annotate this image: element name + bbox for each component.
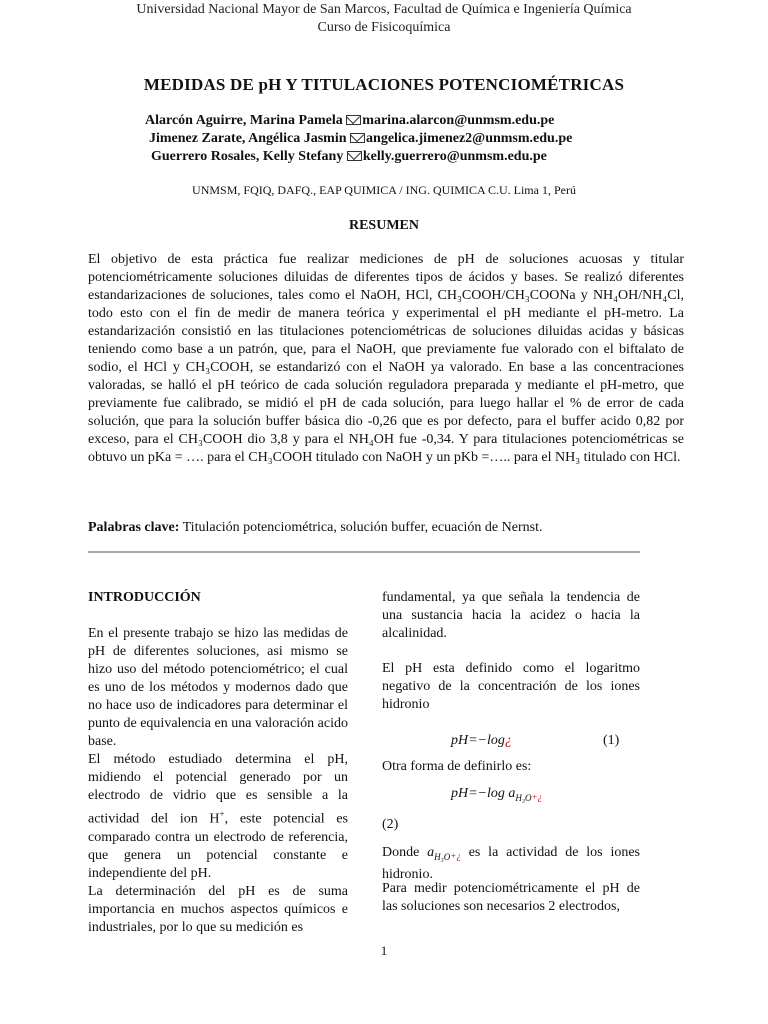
intro-paragraph-1: En el presente trabajo se hizo las medidas de pH de diferentes soluciones, asi mismo se hizo uso del método potenciométrico; el cual es uno de los métodos y modernos dado que no hace uso de indicadores para determinar el punto de equivalencia en una valoración acido base. [88,626,348,749]
equation-2-text: pH=−log a [451,786,516,801]
university-header: Universidad Nacional Mayor de San Marcos, Facultad de Química e Ingeniería Química [136,2,632,17]
section-divider [88,551,640,553]
equation-2 [451,786,542,803]
intro-p2-text: El método estudiado determina el pH, midiendo el potencial generado por un electrodo de vidrio que es sensible a la actividad del ion H [88,752,348,827]
author-name: Jimenez Zarate, Angélica Jasmin [149,131,347,146]
author-2 [149,130,572,148]
equation-1 [451,733,512,749]
p4-text-end: es la actividad de los iones hidronio. [382,845,640,882]
envelope-icon [346,115,361,125]
activity-red-symbol: +¿ [450,851,461,861]
left-column [88,625,348,937]
right-paragraph-1: fundamental, ya que señala la tendencia de una sustancia hacia la acidez o hacia la alcalinidad. [382,590,640,641]
author-name: Guerrero Rosales, Kelly Stefany [151,149,347,164]
equation-2-number: (2) [382,817,399,832]
author-1 [145,112,554,130]
superscript-plus: + [219,809,225,819]
equation-1-number: (1) [603,733,620,748]
course-header: Curso de Fisicoquímica [317,20,451,35]
paper-title: MEDIDAS DE pH Y TITULACIONES POTENCIOMÉTRICAS [143,75,625,94]
keywords [88,520,684,536]
intro-paragraph-3: La determinación del pH es de suma importancia en muchos aspectos químicos e industriales, por lo que su medición es [88,883,348,935]
author-email[interactable]: kelly.guerrero@unmsm.edu.pe [362,149,547,164]
intro-paragraph-2 [88,751,348,883]
abstract-heading: RESUMEN [348,218,419,233]
author-email[interactable]: marina.alarcon@unmsm.edu.pe [362,113,555,128]
equation-1-text: pH=−log [451,733,505,748]
activity-symbol: a [427,845,435,860]
author-name: Alarcón Aguirre, Marina Pamela [145,113,343,128]
author-email[interactable]: angelica.jimenez2@unmsm.edu.pe [366,131,573,146]
affiliation: UNMSM, FQIQ, DAFQ., EAP QUIMICA / ING. QUIMICA C.U. Lima 1, Perú [192,183,576,197]
right-paragraph-5: Para medir potenciométricamente el pH de las soluciones son necesarios 2 electrodos, [382,881,640,914]
envelope-icon [350,133,365,143]
p4-text: Donde [382,845,428,860]
introduction-heading: INTRODUCCIÓN [88,590,201,605]
keywords-label: Palabras clave: [88,520,180,535]
author-3 [151,148,547,166]
intro-p2-text-end: , este potencial es comparado contra un electrodo de referencia, que genera un potencial constante e independiente del pH. [88,811,348,881]
envelope-icon [347,151,362,161]
page-number: 1 [380,943,388,958]
right-paragraph-3: Otra forma de definirlo es: [382,759,532,774]
activity-subscript: H₃O [434,851,451,862]
equation-2-symbol: +¿ [531,792,543,802]
right-paragraph-4 [382,844,640,884]
keywords-text: Titulación potenciométrica, solución buffer, ecuación de Nernst. [179,520,543,535]
right-paragraph-2: El pH esta definido como el logaritmo negativo de la concentración de los iones hidronio [382,661,640,712]
equation-1-symbol: ¿ [504,733,512,748]
equation-2-subscript: H₃O [515,792,532,803]
abstract-text: El objetivo de esta práctica fue realizar mediciones de pH de soluciones acuosas y titular potenciométricamente soluciones diluidas de diferentes tipos de ácidos y bases. Se realizó diferentes estandarizaciones de soluciones, tales como el NaOH, HCl, CH₃COOH/CH₃COONa y NH₄OH/NH₄Cl, todo esto con el fin de medir de manera teórica y experimental el pH mediante el pH-metro. La estandarización consistió en las titulaciones potenciométricas de soluciones diluidas acidas y básicas teniendo como base a un patrón, que, para el NaOH, que previamente fue valorado con el biftalato de sodio, el HCl y CH₃COOH, se estandarizó con el NaOH ya valorado. En base a las concentraciones valoradas, se halló el pH teórico de cada solución reguladora preparada y mediante el pH-metro, que previamente fue calibrado, se midió el pH de cada solución, para luego hallar el % de error de cada solución, que para la solución buffer básica dio -0,26 que es por defecto, para el buffer acido 0,82 por exceso, para el CH₃COOH dio 3,8 y para el NH₄OH fue -0,34. Y para titulaciones potenciométricas se obtuvo un pKa = …. para el CH₃COOH titulado con NaOH y un pKb =….. para el NH₃ titulado con HCl. [88,252,684,465]
